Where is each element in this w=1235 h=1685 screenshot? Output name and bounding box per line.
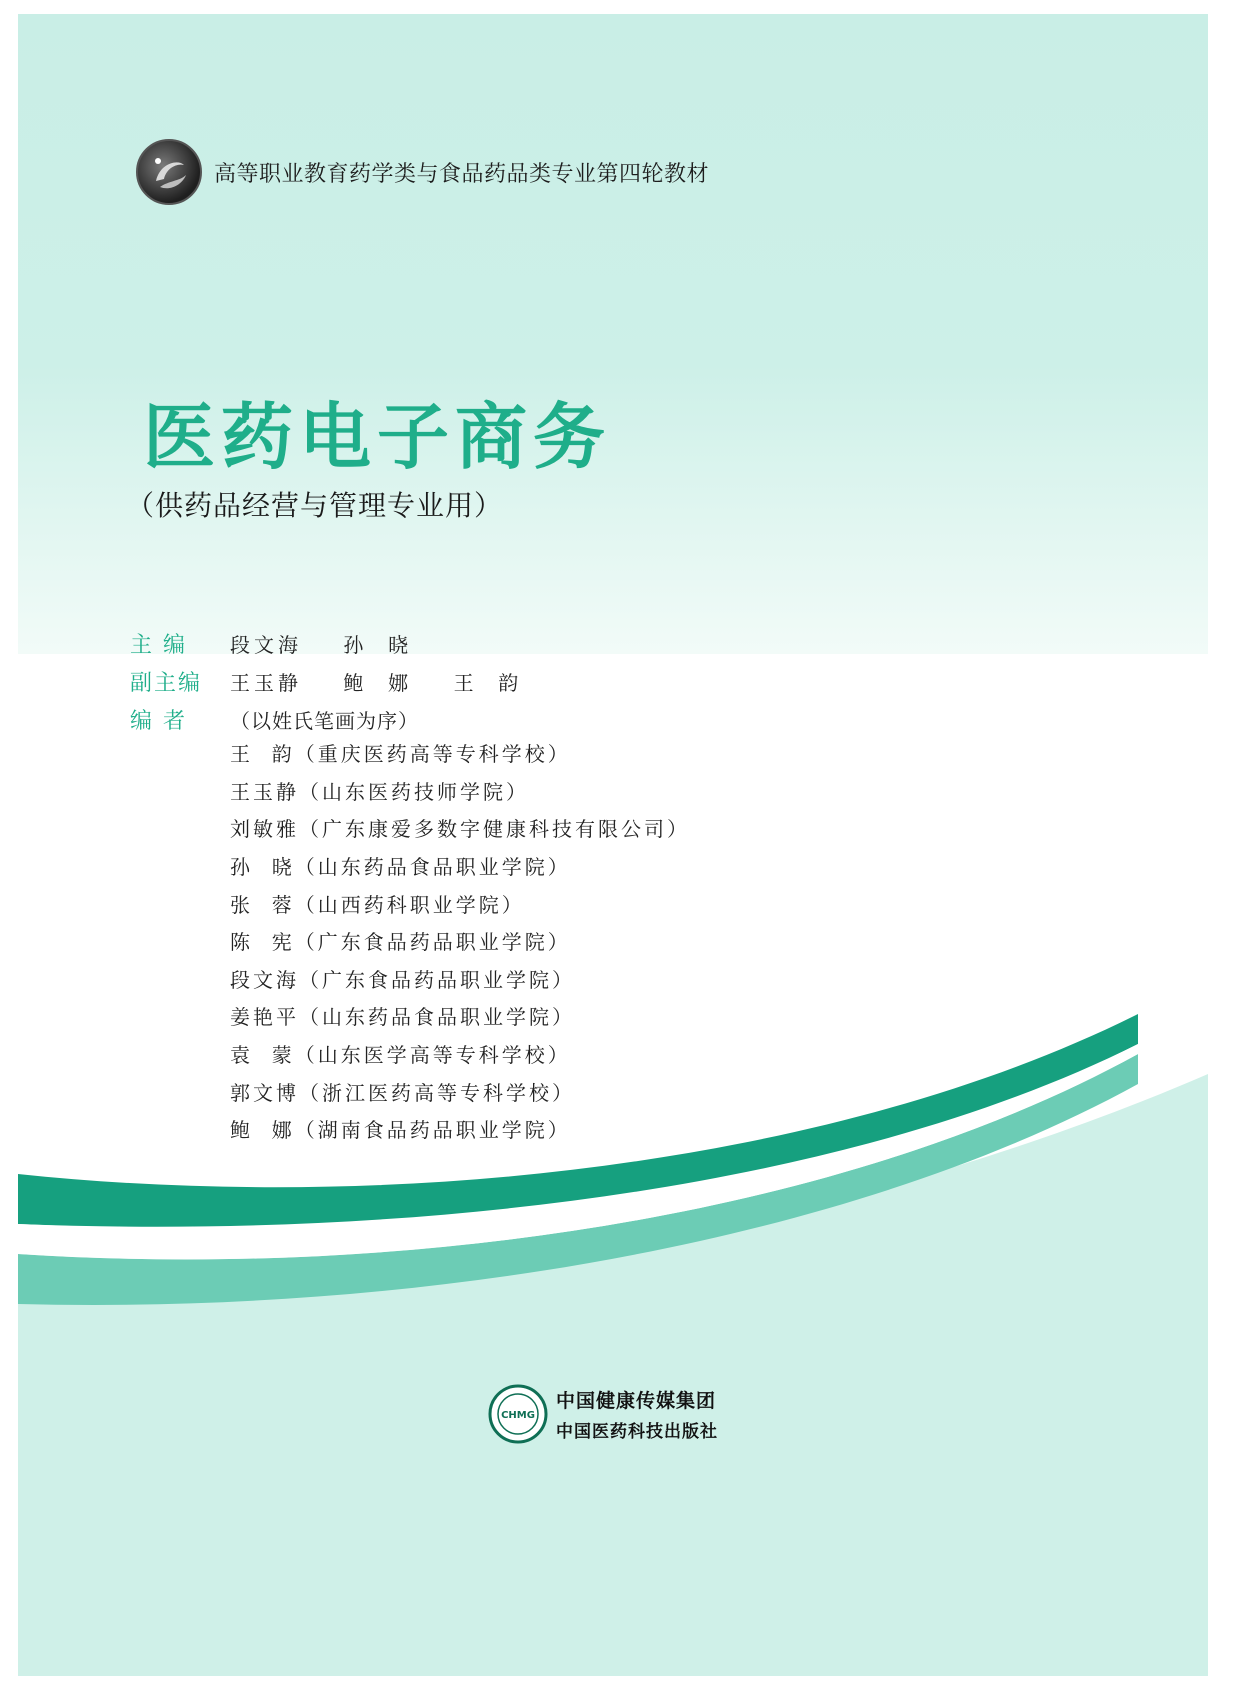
book-title: 医药电子商务 bbox=[143, 395, 612, 479]
contributor-item: 郭文博（浙江医药高等专科学校） bbox=[230, 1080, 575, 1105]
credit-value: 王玉静 鲍 娜 王 韵 bbox=[230, 670, 523, 695]
book-cover bbox=[18, 14, 1208, 1676]
credit-label: 副主编 bbox=[130, 670, 203, 696]
contributor-item: 段文海（广东食品药品职业学院） bbox=[230, 967, 575, 992]
contributor-item: 袁 蒙（山东医学高等专科学校） bbox=[230, 1043, 571, 1068]
credit-value: （以姓氏笔画为序） bbox=[230, 708, 419, 733]
credit-label: 编 者 bbox=[130, 708, 187, 734]
contributor-item: 鲍 娜（湖南食品药品职业学院） bbox=[230, 1118, 571, 1143]
credit-value: 段文海 孙 晓 bbox=[230, 632, 413, 657]
book-subtitle: （供药品经营与管理专业用） bbox=[126, 489, 504, 522]
series-title: 高等职业教育药学类与食品药品类专业第四轮教材 bbox=[214, 160, 710, 186]
publisher-name: 中国医药科技出版社 bbox=[556, 1422, 718, 1442]
contributor-item: 王玉静（山东医药技师学院） bbox=[230, 779, 529, 804]
publisher-logo-text: CHMG bbox=[501, 1410, 535, 1421]
publisher-emblem-icon bbox=[488, 1384, 548, 1444]
publisher-block bbox=[488, 1384, 718, 1444]
publisher-group-name: 中国健康传媒集团 bbox=[556, 1390, 717, 1412]
contributor-item: 王 韵（重庆医药高等专科学校） bbox=[230, 742, 571, 767]
credit-label: 主 编 bbox=[130, 632, 187, 658]
contributor-item: 姜艳平（山东药品食品职业学院） bbox=[230, 1005, 575, 1030]
contributor-item: 刘敏雅（广东康爱多数字健康科技有限公司） bbox=[230, 817, 690, 842]
wave-fill-bottom bbox=[18, 1074, 1208, 1676]
contributor-item: 张 蓉（山西药科职业学院） bbox=[230, 892, 525, 917]
contributor-item: 孙 晓（山东药品食品职业学院） bbox=[230, 855, 571, 880]
contributor-item: 陈 宪（广东食品药品职业学院） bbox=[230, 930, 571, 955]
